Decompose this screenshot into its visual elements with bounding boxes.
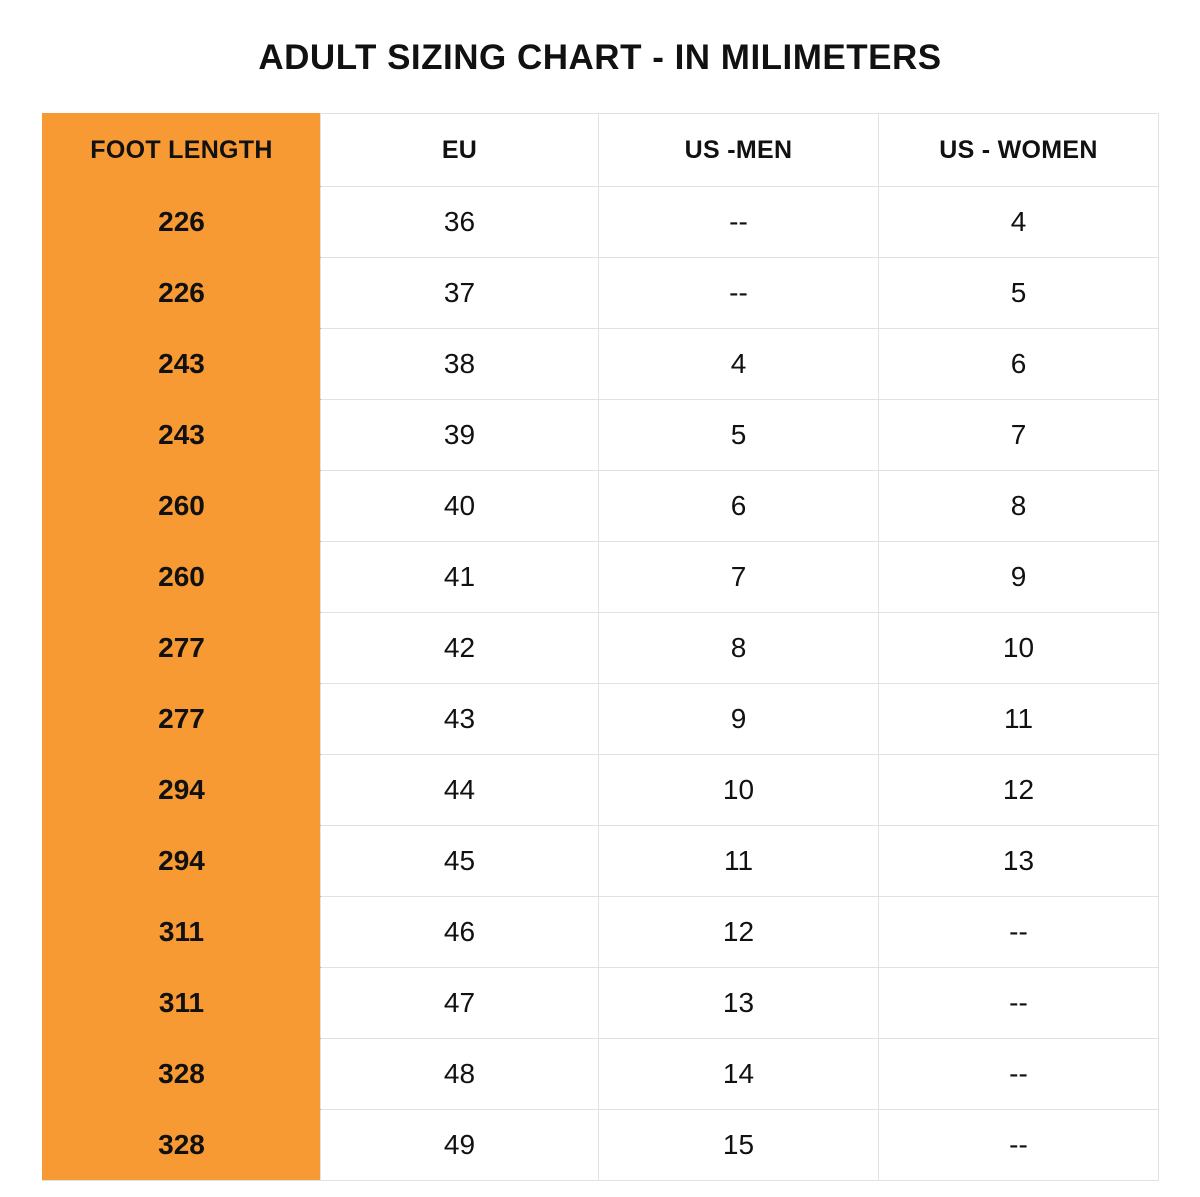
table-row bbox=[43, 471, 1159, 542]
cell-eu: 44 bbox=[321, 755, 599, 826]
table-row bbox=[43, 613, 1159, 684]
cell-us-women: 4 bbox=[879, 187, 1159, 258]
cell-eu: 40 bbox=[321, 471, 599, 542]
cell-foot-length: 311 bbox=[43, 897, 321, 968]
cell-us-women: -- bbox=[879, 968, 1159, 1039]
cell-us-men: 9 bbox=[599, 684, 879, 755]
cell-eu: 46 bbox=[321, 897, 599, 968]
cell-eu: 39 bbox=[321, 400, 599, 471]
cell-foot-length: 277 bbox=[43, 684, 321, 755]
table-row bbox=[43, 329, 1159, 400]
cell-us-men: 15 bbox=[599, 1110, 879, 1181]
cell-us-women: -- bbox=[879, 1039, 1159, 1110]
page-title: ADULT SIZING CHART - IN MILIMETERS bbox=[258, 38, 942, 77]
cell-foot-length: 328 bbox=[43, 1039, 321, 1110]
sizing-table bbox=[42, 113, 1159, 1181]
table-header-row bbox=[43, 114, 1159, 187]
table-row bbox=[43, 684, 1159, 755]
cell-us-women: 11 bbox=[879, 684, 1159, 755]
table-row bbox=[43, 400, 1159, 471]
column-header-foot-length: FOOT LENGTH bbox=[43, 114, 321, 187]
cell-eu: 45 bbox=[321, 826, 599, 897]
table-header bbox=[43, 114, 1159, 187]
cell-foot-length: 243 bbox=[43, 400, 321, 471]
cell-us-men: 12 bbox=[599, 897, 879, 968]
cell-us-men: -- bbox=[599, 187, 879, 258]
cell-eu: 38 bbox=[321, 329, 599, 400]
cell-us-women: 7 bbox=[879, 400, 1159, 471]
cell-foot-length: 226 bbox=[43, 187, 321, 258]
cell-foot-length: 243 bbox=[43, 329, 321, 400]
cell-foot-length: 328 bbox=[43, 1110, 321, 1181]
cell-foot-length: 260 bbox=[43, 471, 321, 542]
cell-eu: 41 bbox=[321, 542, 599, 613]
table-row bbox=[43, 258, 1159, 329]
table-row bbox=[43, 897, 1159, 968]
sizing-table-wrapper bbox=[42, 113, 1158, 1181]
table-row bbox=[43, 755, 1159, 826]
cell-us-men: 11 bbox=[599, 826, 879, 897]
table-row bbox=[43, 968, 1159, 1039]
cell-foot-length: 260 bbox=[43, 542, 321, 613]
cell-us-women: -- bbox=[879, 897, 1159, 968]
column-header-us-women: US - WOMEN bbox=[879, 114, 1159, 187]
cell-us-men: -- bbox=[599, 258, 879, 329]
cell-us-women: 9 bbox=[879, 542, 1159, 613]
cell-us-women: -- bbox=[879, 1110, 1159, 1181]
cell-eu: 48 bbox=[321, 1039, 599, 1110]
cell-eu: 37 bbox=[321, 258, 599, 329]
cell-us-men: 4 bbox=[599, 329, 879, 400]
cell-eu: 42 bbox=[321, 613, 599, 684]
cell-foot-length: 294 bbox=[43, 826, 321, 897]
cell-us-women: 10 bbox=[879, 613, 1159, 684]
cell-us-women: 5 bbox=[879, 258, 1159, 329]
column-header-us-men: US -MEN bbox=[599, 114, 879, 187]
cell-eu: 47 bbox=[321, 968, 599, 1039]
cell-foot-length: 294 bbox=[43, 755, 321, 826]
column-header-eu: EU bbox=[321, 114, 599, 187]
cell-us-women: 13 bbox=[879, 826, 1159, 897]
cell-foot-length: 226 bbox=[43, 258, 321, 329]
cell-us-women: 12 bbox=[879, 755, 1159, 826]
cell-eu: 36 bbox=[321, 187, 599, 258]
cell-us-men: 8 bbox=[599, 613, 879, 684]
table-row bbox=[43, 1110, 1159, 1181]
table-row bbox=[43, 826, 1159, 897]
cell-us-women: 8 bbox=[879, 471, 1159, 542]
cell-us-men: 7 bbox=[599, 542, 879, 613]
cell-us-women: 6 bbox=[879, 329, 1159, 400]
table-row bbox=[43, 542, 1159, 613]
cell-eu: 43 bbox=[321, 684, 599, 755]
cell-us-men: 10 bbox=[599, 755, 879, 826]
cell-eu: 49 bbox=[321, 1110, 599, 1181]
cell-us-men: 6 bbox=[599, 471, 879, 542]
table-body bbox=[43, 187, 1159, 1181]
cell-foot-length: 311 bbox=[43, 968, 321, 1039]
cell-us-men: 14 bbox=[599, 1039, 879, 1110]
table-row bbox=[43, 1039, 1159, 1110]
cell-us-men: 13 bbox=[599, 968, 879, 1039]
table-row bbox=[43, 187, 1159, 258]
cell-us-men: 5 bbox=[599, 400, 879, 471]
cell-foot-length: 277 bbox=[43, 613, 321, 684]
